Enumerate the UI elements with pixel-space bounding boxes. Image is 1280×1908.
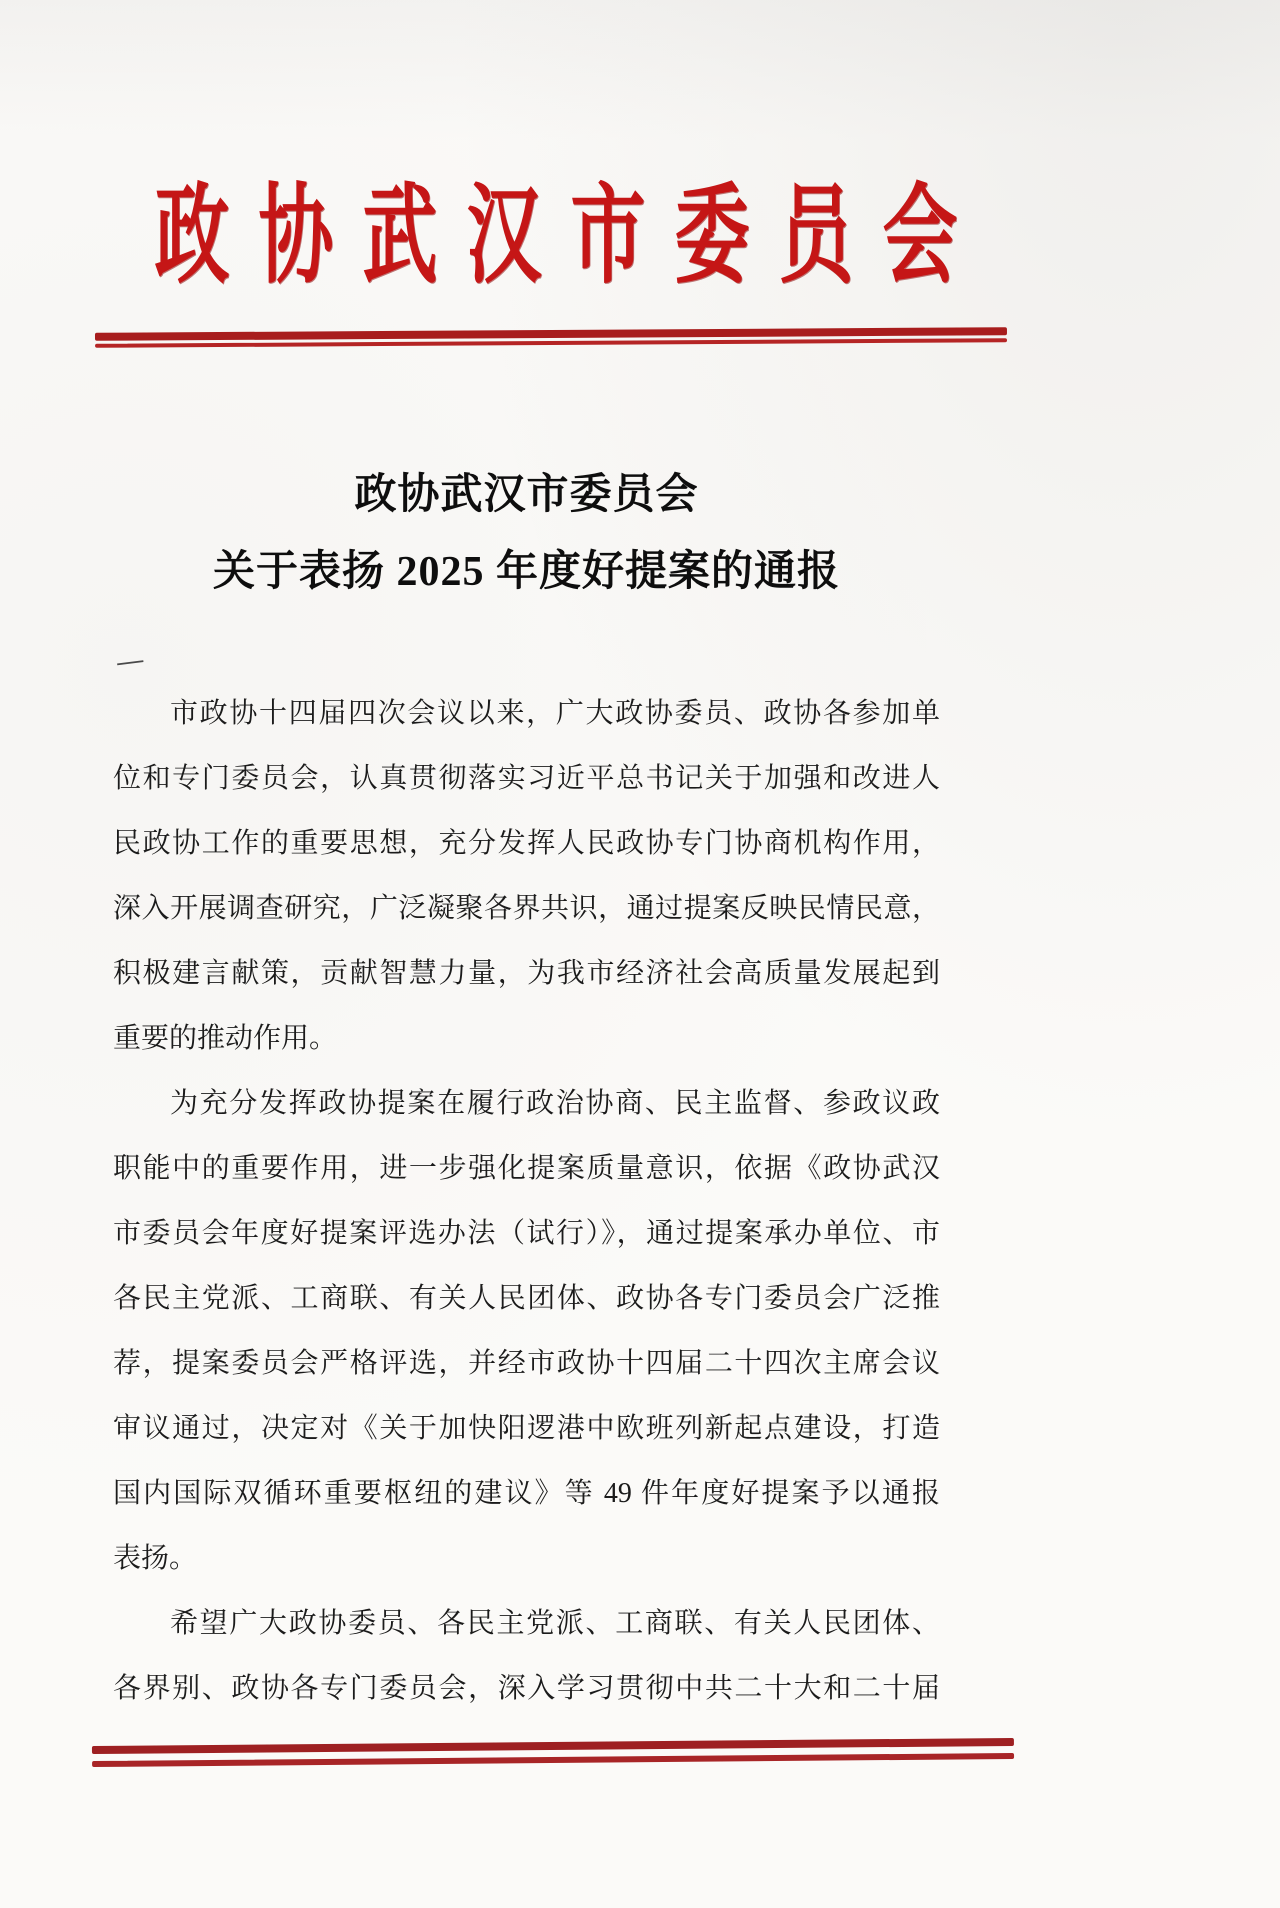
agency-title	[140, 176, 958, 297]
body-line: 位和专门委员会，认真贯彻落实习近平总书记关于加强和改进人	[113, 763, 940, 794]
body-line: 希望广大政协委员、各民主党派、工商联、有关人民团体、	[170, 1608, 940, 1639]
agency-title-char: 汉	[466, 176, 542, 297]
agency-title-char: 委	[674, 176, 750, 297]
body-line: 积极建言献策，贡献智慧力量，为我市经济社会高质量发展起到	[113, 958, 940, 989]
agency-title-char: 员	[778, 176, 854, 297]
body-line: 各界别、政协各专门委员会，深入学习贯彻中共二十大和二十届	[113, 1673, 940, 1704]
agency-title-char: 市	[570, 176, 646, 297]
bottom-red-line-thick	[92, 1738, 1014, 1754]
body-line: 职能中的重要作用，进一步强化提案质量意识，依据《政协武汉	[113, 1153, 940, 1184]
agency-title-char: 政	[154, 176, 230, 297]
body-line: 深入开展调查研究，广泛凝聚各界共识，通过提案反映民情民意，	[113, 893, 940, 924]
agency-title-char: 会	[882, 176, 958, 297]
body-line: 民政协工作的重要思想，充分发挥人民政协专门协商机构作用，	[113, 828, 940, 859]
body-line: 市政协十四届四次会议以来，广大政协委员、政协各参加单	[170, 698, 940, 729]
body-line: 国内国际双循环重要枢纽的建议》等 49 件年度好提案予以通报	[113, 1478, 940, 1509]
bottom-red-line	[92, 1738, 1014, 1767]
red-divider-line	[95, 327, 1007, 348]
document-title-line2: 关于表扬 2025 年度好提案的通报	[212, 549, 840, 595]
body-line: 审议通过，决定对《关于加快阳逻港中欧班列新起点建设，打造	[113, 1413, 940, 1444]
document-title	[113, 457, 940, 611]
document-title-line1: 政协武汉市委员会	[354, 472, 699, 518]
letterhead	[113, 0, 1280, 345]
body-line: 市委员会年度好提案评选办法（试行）》，通过提案承办单位、市	[113, 1218, 940, 1249]
bottom-red-line-thin	[92, 1753, 1014, 1767]
body-line: 各民主党派、工商联、有关人民团体、政协各专门委员会广泛推	[113, 1283, 940, 1314]
document-body	[113, 681, 940, 1721]
body-line: 荐，提案委员会严格评选，并经市政协十四届二十四次主席会议	[113, 1348, 940, 1379]
agency-title-char: 协	[258, 176, 334, 297]
body-line: 表扬。	[113, 1543, 198, 1574]
stray-mark: —	[115, 644, 145, 677]
agency-title-char: 武	[362, 176, 438, 297]
body-line: 重要的推动作用。	[113, 1023, 338, 1054]
body-line: 为充分发挥政协提案在履行政治协商、民主监督、参政议政	[170, 1088, 940, 1119]
